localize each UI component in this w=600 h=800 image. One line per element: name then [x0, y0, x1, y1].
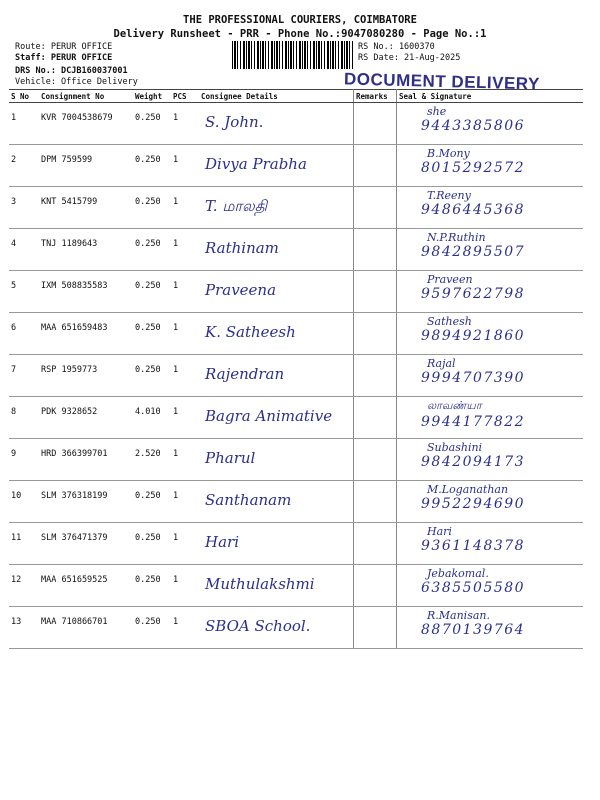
consignee-name-handwritten: Rajendran	[205, 365, 285, 383]
consignee-name-handwritten: Rathinam	[205, 239, 279, 257]
consignment-no-cell: TNJ 1189643	[39, 229, 133, 271]
consignee-cell	[199, 103, 354, 145]
col-header-pcs: PCS	[171, 90, 199, 103]
sno-cell: 12	[9, 565, 39, 607]
consignee-cell	[199, 607, 354, 649]
remarks-cell	[354, 607, 397, 649]
consignee-cell	[199, 229, 354, 271]
consignee-name-handwritten: Pharul	[205, 449, 256, 467]
receiver-signature: R.Manisan.	[427, 609, 490, 622]
consignee-cell	[199, 313, 354, 355]
table-row	[9, 313, 583, 355]
staff-label: Staff: PERUR OFFICE	[15, 53, 113, 63]
drs-number: DRS No.: DCJB160037001	[15, 66, 128, 76]
consignee-cell	[199, 439, 354, 481]
receiver-signature: B.Mony	[427, 147, 470, 160]
weight-cell: 0.250	[133, 313, 171, 355]
weight-cell: 0.250	[133, 523, 171, 565]
weight-cell: 0.250	[133, 481, 171, 523]
table-row	[9, 103, 583, 145]
receiver-phone: 9994707390	[421, 370, 526, 386]
receiver-signature: Hari	[427, 525, 452, 538]
remarks-cell	[354, 523, 397, 565]
consignee-name-handwritten: K. Satheesh	[205, 323, 296, 341]
consignee-cell	[199, 187, 354, 229]
weight-cell: 0.250	[133, 355, 171, 397]
consignee-name-handwritten: Praveena	[205, 281, 277, 299]
consignment-no-cell: MAA 651659483	[39, 313, 133, 355]
consignment-no-cell: RSP 1959773	[39, 355, 133, 397]
consignee-name-handwritten: Santhanam	[205, 491, 292, 509]
receiver-signature: N.P.Ruthin	[427, 231, 486, 244]
remarks-cell	[354, 439, 397, 481]
consignment-no-cell: HRD 366399701	[39, 439, 133, 481]
table-row	[9, 481, 583, 523]
table-row	[9, 397, 583, 439]
col-header-sno: S No	[9, 90, 39, 103]
pcs-cell: 1	[171, 271, 199, 313]
col-header-consignee: Consignee Details	[199, 90, 354, 103]
seal-signature-cell	[397, 229, 584, 271]
pcs-cell: 1	[171, 103, 199, 145]
pcs-cell: 1	[171, 187, 199, 229]
remarks-cell	[354, 481, 397, 523]
pcs-cell: 1	[171, 607, 199, 649]
table-row	[9, 145, 583, 187]
consignee-name-handwritten: Hari	[205, 533, 239, 551]
pcs-cell: 1	[171, 439, 199, 481]
pcs-cell: 1	[171, 229, 199, 271]
weight-cell: 0.250	[133, 565, 171, 607]
barcode	[232, 41, 354, 69]
sno-cell: 11	[9, 523, 39, 565]
consignee-name-handwritten: T. மாலதி	[205, 197, 267, 215]
remarks-cell	[354, 271, 397, 313]
receiver-signature: Rajal	[427, 357, 456, 370]
col-header-signature: Seal & Signature	[397, 90, 584, 103]
table-row	[9, 523, 583, 565]
table-row	[9, 271, 583, 313]
table-header-row	[9, 90, 583, 103]
sno-cell: 10	[9, 481, 39, 523]
seal-signature-cell	[397, 355, 584, 397]
table-row	[9, 439, 583, 481]
table-row	[9, 607, 583, 649]
receiver-phone: 8015292572	[421, 160, 526, 176]
weight-cell: 4.010	[133, 397, 171, 439]
rs-number: RS No.: 1600370	[358, 42, 435, 52]
consignee-name-handwritten: S. John.	[205, 113, 264, 131]
receiver-signature: Jebakomal.	[427, 567, 489, 580]
receiver-phone: 9944177822	[421, 414, 526, 430]
pcs-cell: 1	[171, 523, 199, 565]
seal-signature-cell	[397, 145, 584, 187]
seal-signature-cell	[397, 439, 584, 481]
consignee-name-handwritten: SBOA School.	[205, 617, 311, 635]
sno-cell: 5	[9, 271, 39, 313]
sno-cell: 9	[9, 439, 39, 481]
table-row	[9, 229, 583, 271]
consignee-cell	[199, 481, 354, 523]
weight-cell: 2.520	[133, 439, 171, 481]
sno-cell: 7	[9, 355, 39, 397]
receiver-signature: she	[427, 105, 447, 118]
consignment-no-cell: MAA 651659525	[39, 565, 133, 607]
pcs-cell: 1	[171, 355, 199, 397]
receiver-phone: 9597622798	[421, 286, 526, 302]
col-header-weight: Weight	[133, 90, 171, 103]
table-row	[9, 187, 583, 229]
remarks-cell	[354, 145, 397, 187]
company-title: THE PROFESSIONAL COURIERS, COIMBATORE	[183, 14, 417, 26]
runsheet-subtitle: Delivery Runsheet - PRR - Phone No.:9047080280 - Page No.:1	[113, 28, 487, 40]
receiver-phone: 9486445368	[421, 202, 526, 218]
consignment-no-cell: SLM 376318199	[39, 481, 133, 523]
receiver-phone: 9842895507	[421, 244, 526, 260]
pcs-cell: 1	[171, 481, 199, 523]
consignee-cell	[199, 271, 354, 313]
sno-cell: 8	[9, 397, 39, 439]
weight-cell: 0.250	[133, 103, 171, 145]
col-header-remarks: Remarks	[354, 90, 397, 103]
sno-cell: 4	[9, 229, 39, 271]
sno-cell: 6	[9, 313, 39, 355]
consignee-cell	[199, 565, 354, 607]
weight-cell: 0.250	[133, 607, 171, 649]
weight-cell: 0.250	[133, 187, 171, 229]
consignee-cell	[199, 145, 354, 187]
consignment-no-cell: DPM 759599	[39, 145, 133, 187]
seal-signature-cell	[397, 481, 584, 523]
col-header-consignment: Consignment No	[39, 90, 133, 103]
seal-signature-cell	[397, 187, 584, 229]
consignment-no-cell: IXM 508835583	[39, 271, 133, 313]
receiver-phone: 9443385806	[421, 118, 526, 134]
table-row	[9, 565, 583, 607]
seal-signature-cell	[397, 523, 584, 565]
pcs-cell: 1	[171, 565, 199, 607]
receiver-signature: M.Loganathan	[427, 483, 509, 496]
receiver-phone: 9952294690	[421, 496, 526, 512]
consignment-no-cell: PDK 9328652	[39, 397, 133, 439]
route-label: Route: PERUR OFFICE	[15, 42, 113, 52]
weight-cell: 0.250	[133, 145, 171, 187]
pcs-cell: 1	[171, 397, 199, 439]
receiver-phone: 8870139764	[421, 622, 526, 638]
remarks-cell	[354, 229, 397, 271]
consignee-cell	[199, 355, 354, 397]
receiver-phone: 6385505580	[421, 580, 526, 596]
runsheet-table	[9, 89, 583, 649]
pcs-cell: 1	[171, 313, 199, 355]
seal-signature-cell	[397, 271, 584, 313]
consignee-cell	[199, 523, 354, 565]
consignee-cell	[199, 397, 354, 439]
sno-cell: 2	[9, 145, 39, 187]
receiver-signature: T.Reeny	[427, 189, 471, 202]
sno-cell: 1	[9, 103, 39, 145]
consignee-name-handwritten: Divya Prabha	[205, 155, 307, 173]
receiver-signature: லாவண்யா	[427, 399, 482, 412]
receiver-phone: 9842094173	[421, 454, 526, 470]
receiver-phone: 9894921860	[421, 328, 526, 344]
remarks-cell	[354, 187, 397, 229]
pcs-cell: 1	[171, 145, 199, 187]
vehicle-label: Vehicle: Office Delivery	[15, 77, 138, 87]
consignee-name-handwritten: Bagra Animative	[205, 407, 333, 425]
receiver-signature: Sathesh	[427, 315, 472, 328]
consignee-name-handwritten: Muthulakshmi	[205, 575, 315, 593]
sno-cell: 13	[9, 607, 39, 649]
sno-cell: 3	[9, 187, 39, 229]
consignment-no-cell: SLM 376471379	[39, 523, 133, 565]
weight-cell: 0.250	[133, 271, 171, 313]
document-delivery-stamp: DOCUMENT DELIVERY	[343, 69, 541, 94]
consignment-no-cell: KNT 5415799	[39, 187, 133, 229]
remarks-cell	[354, 313, 397, 355]
remarks-cell	[354, 103, 397, 145]
seal-signature-cell	[397, 607, 584, 649]
receiver-signature: Subashini	[427, 441, 483, 454]
seal-signature-cell	[397, 397, 584, 439]
rs-date: RS Date: 21-Aug-2025	[358, 53, 461, 63]
remarks-cell	[354, 397, 397, 439]
weight-cell: 0.250	[133, 229, 171, 271]
seal-signature-cell	[397, 565, 584, 607]
receiver-phone: 9361148378	[421, 538, 526, 554]
remarks-cell	[354, 565, 397, 607]
seal-signature-cell	[397, 313, 584, 355]
table-row	[9, 355, 583, 397]
consignment-no-cell: MAA 710866701	[39, 607, 133, 649]
seal-signature-cell	[397, 103, 584, 145]
receiver-signature: Praveen	[427, 273, 473, 286]
remarks-cell	[354, 355, 397, 397]
consignment-no-cell: KVR 7004538679	[39, 103, 133, 145]
